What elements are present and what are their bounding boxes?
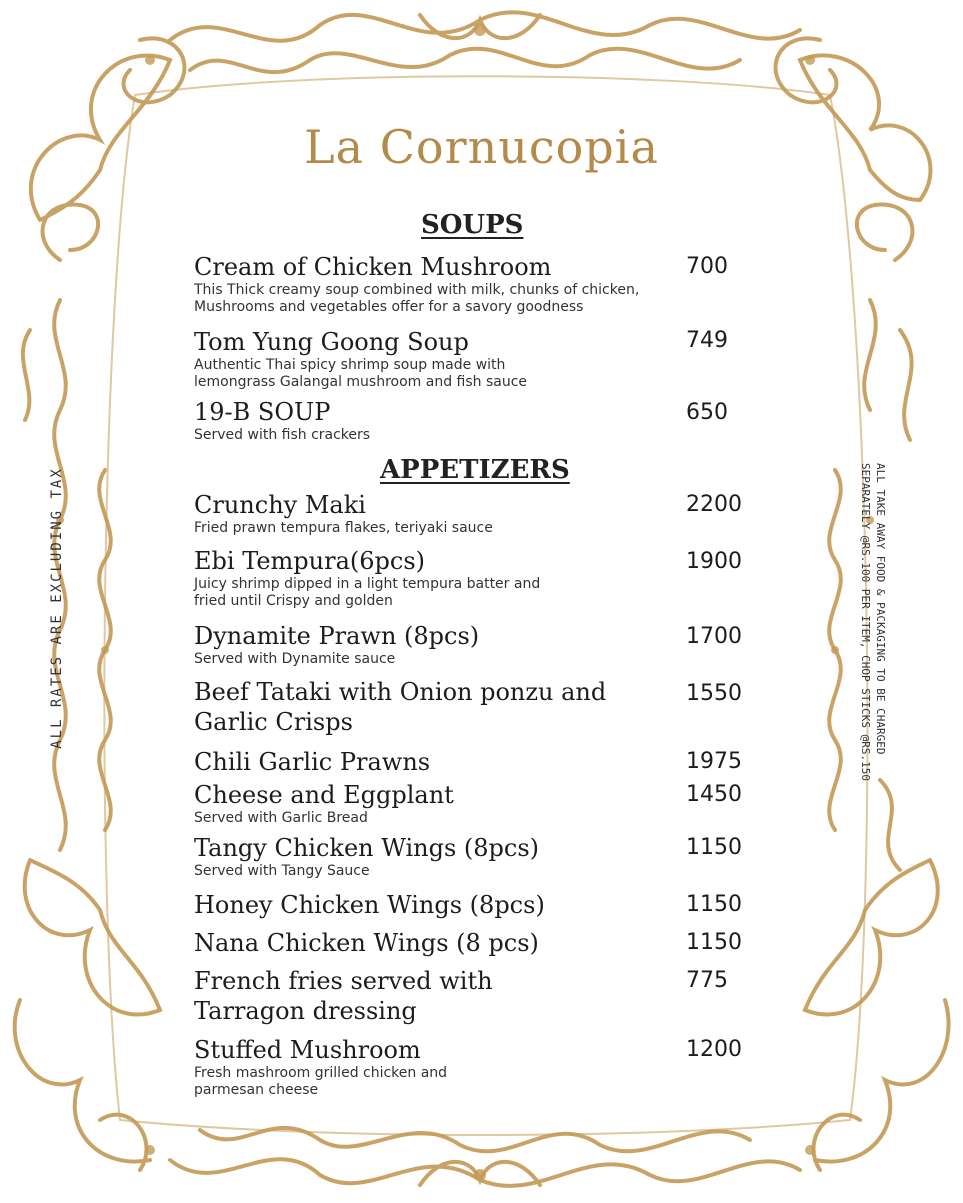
menu-item-name: Cheese and Eggplant [194, 781, 454, 809]
menu-item [194, 490, 664, 537]
menu-item [194, 928, 664, 958]
menu-item-name: Nana Chicken Wings (8 pcs) [194, 929, 539, 957]
menu-item-price: 1450 [686, 782, 742, 807]
restaurant-title: La Cornucopia [304, 120, 659, 174]
menu-item [194, 890, 664, 920]
menu-item [194, 833, 664, 880]
menu-item-name: 19-B SOUP [194, 398, 331, 426]
menu-item-description: Served with Garlic Bread [194, 810, 368, 826]
menu-item [194, 252, 664, 316]
menu-item-description: Fresh mashroom grilled chicken and parmesan cheese [194, 1065, 448, 1098]
menu-item-name: Chili Garlic Prawns [194, 748, 431, 776]
menu-item-name: Crunchy Maki [194, 491, 366, 519]
menu-item-price: 1900 [686, 549, 742, 574]
menu-item [194, 621, 664, 668]
menu-item-name: Tangy Chicken Wings (8pcs) [194, 834, 540, 862]
menu-item [194, 966, 514, 1026]
menu-item-description: Juicy shrimp dipped in a light tempura batter and fried until Crispy and golden [194, 576, 541, 609]
menu-item [194, 747, 664, 777]
section-title-soups: SOUPS [421, 210, 524, 240]
menu-item-name: Ebi Tempura(6pcs) [194, 547, 426, 575]
tax-note: ALL RATES ARE EXCLUDING TAX [49, 467, 65, 749]
menu-item-description: Served with fish crackers [194, 427, 371, 443]
menu-item-price: 700 [686, 254, 728, 279]
takeaway-note-line-2: SEPARATELY @RS.100 PER ITEM, CHOP STICKS @RS.150 [859, 463, 872, 781]
menu-item-name: Beef Tataki with Onion ponzu and Garlic Crisps [194, 678, 607, 736]
menu-item-name: Honey Chicken Wings (8pcs) [194, 891, 545, 919]
menu-item-name: Tom Yung Goong Soup [194, 328, 469, 356]
menu-item [194, 780, 664, 827]
menu-item-description: This Thick creamy soup combined with milk, chunks of chicken, Mushrooms and vegetables offer for a savory goodness [194, 282, 640, 315]
menu-item-price: 749 [686, 328, 728, 353]
takeaway-note [858, 463, 888, 781]
menu-item-price: 1150 [686, 892, 742, 917]
menu-item [194, 397, 664, 444]
menu-item-price: 2200 [686, 492, 742, 517]
menu-item-name: Cream of Chicken Mushroom [194, 253, 552, 281]
takeaway-note-line-1: ALL TAKE AWAY FOOD & PACKAGING TO BE CHARGED [874, 463, 887, 755]
menu-item-name: French fries served with Tarragon dressing [194, 967, 493, 1025]
menu-item-price: 1150 [686, 835, 742, 860]
menu-item [194, 327, 664, 391]
menu-item-price: 1975 [686, 749, 742, 774]
menu-item-description: Served with Dynamite sauce [194, 651, 396, 667]
menu-item [194, 677, 614, 737]
menu-item-price: 1550 [686, 681, 742, 706]
menu-item [194, 1035, 664, 1099]
menu-item-name: Dynamite Prawn (8pcs) [194, 622, 480, 650]
menu-item-description: Fried prawn tempura flakes, teriyaki sauce [194, 520, 493, 536]
menu-item-price: 1200 [686, 1037, 742, 1062]
menu-item-price: 1700 [686, 624, 742, 649]
section-title-appetizers: APPETIZERS [380, 455, 570, 485]
menu-item-description: Served with Tangy Sauce [194, 863, 370, 879]
menu-item [194, 546, 664, 610]
menu-item-price: 650 [686, 400, 728, 425]
menu-item-price: 1150 [686, 930, 742, 955]
menu-item-name: Stuffed Mushroom [194, 1036, 421, 1064]
menu-item-price: 775 [686, 968, 728, 993]
menu-item-description: Authentic Thai spicy shrimp soup made with lemongrass Galangal mushroom and fish sauce [194, 357, 528, 390]
